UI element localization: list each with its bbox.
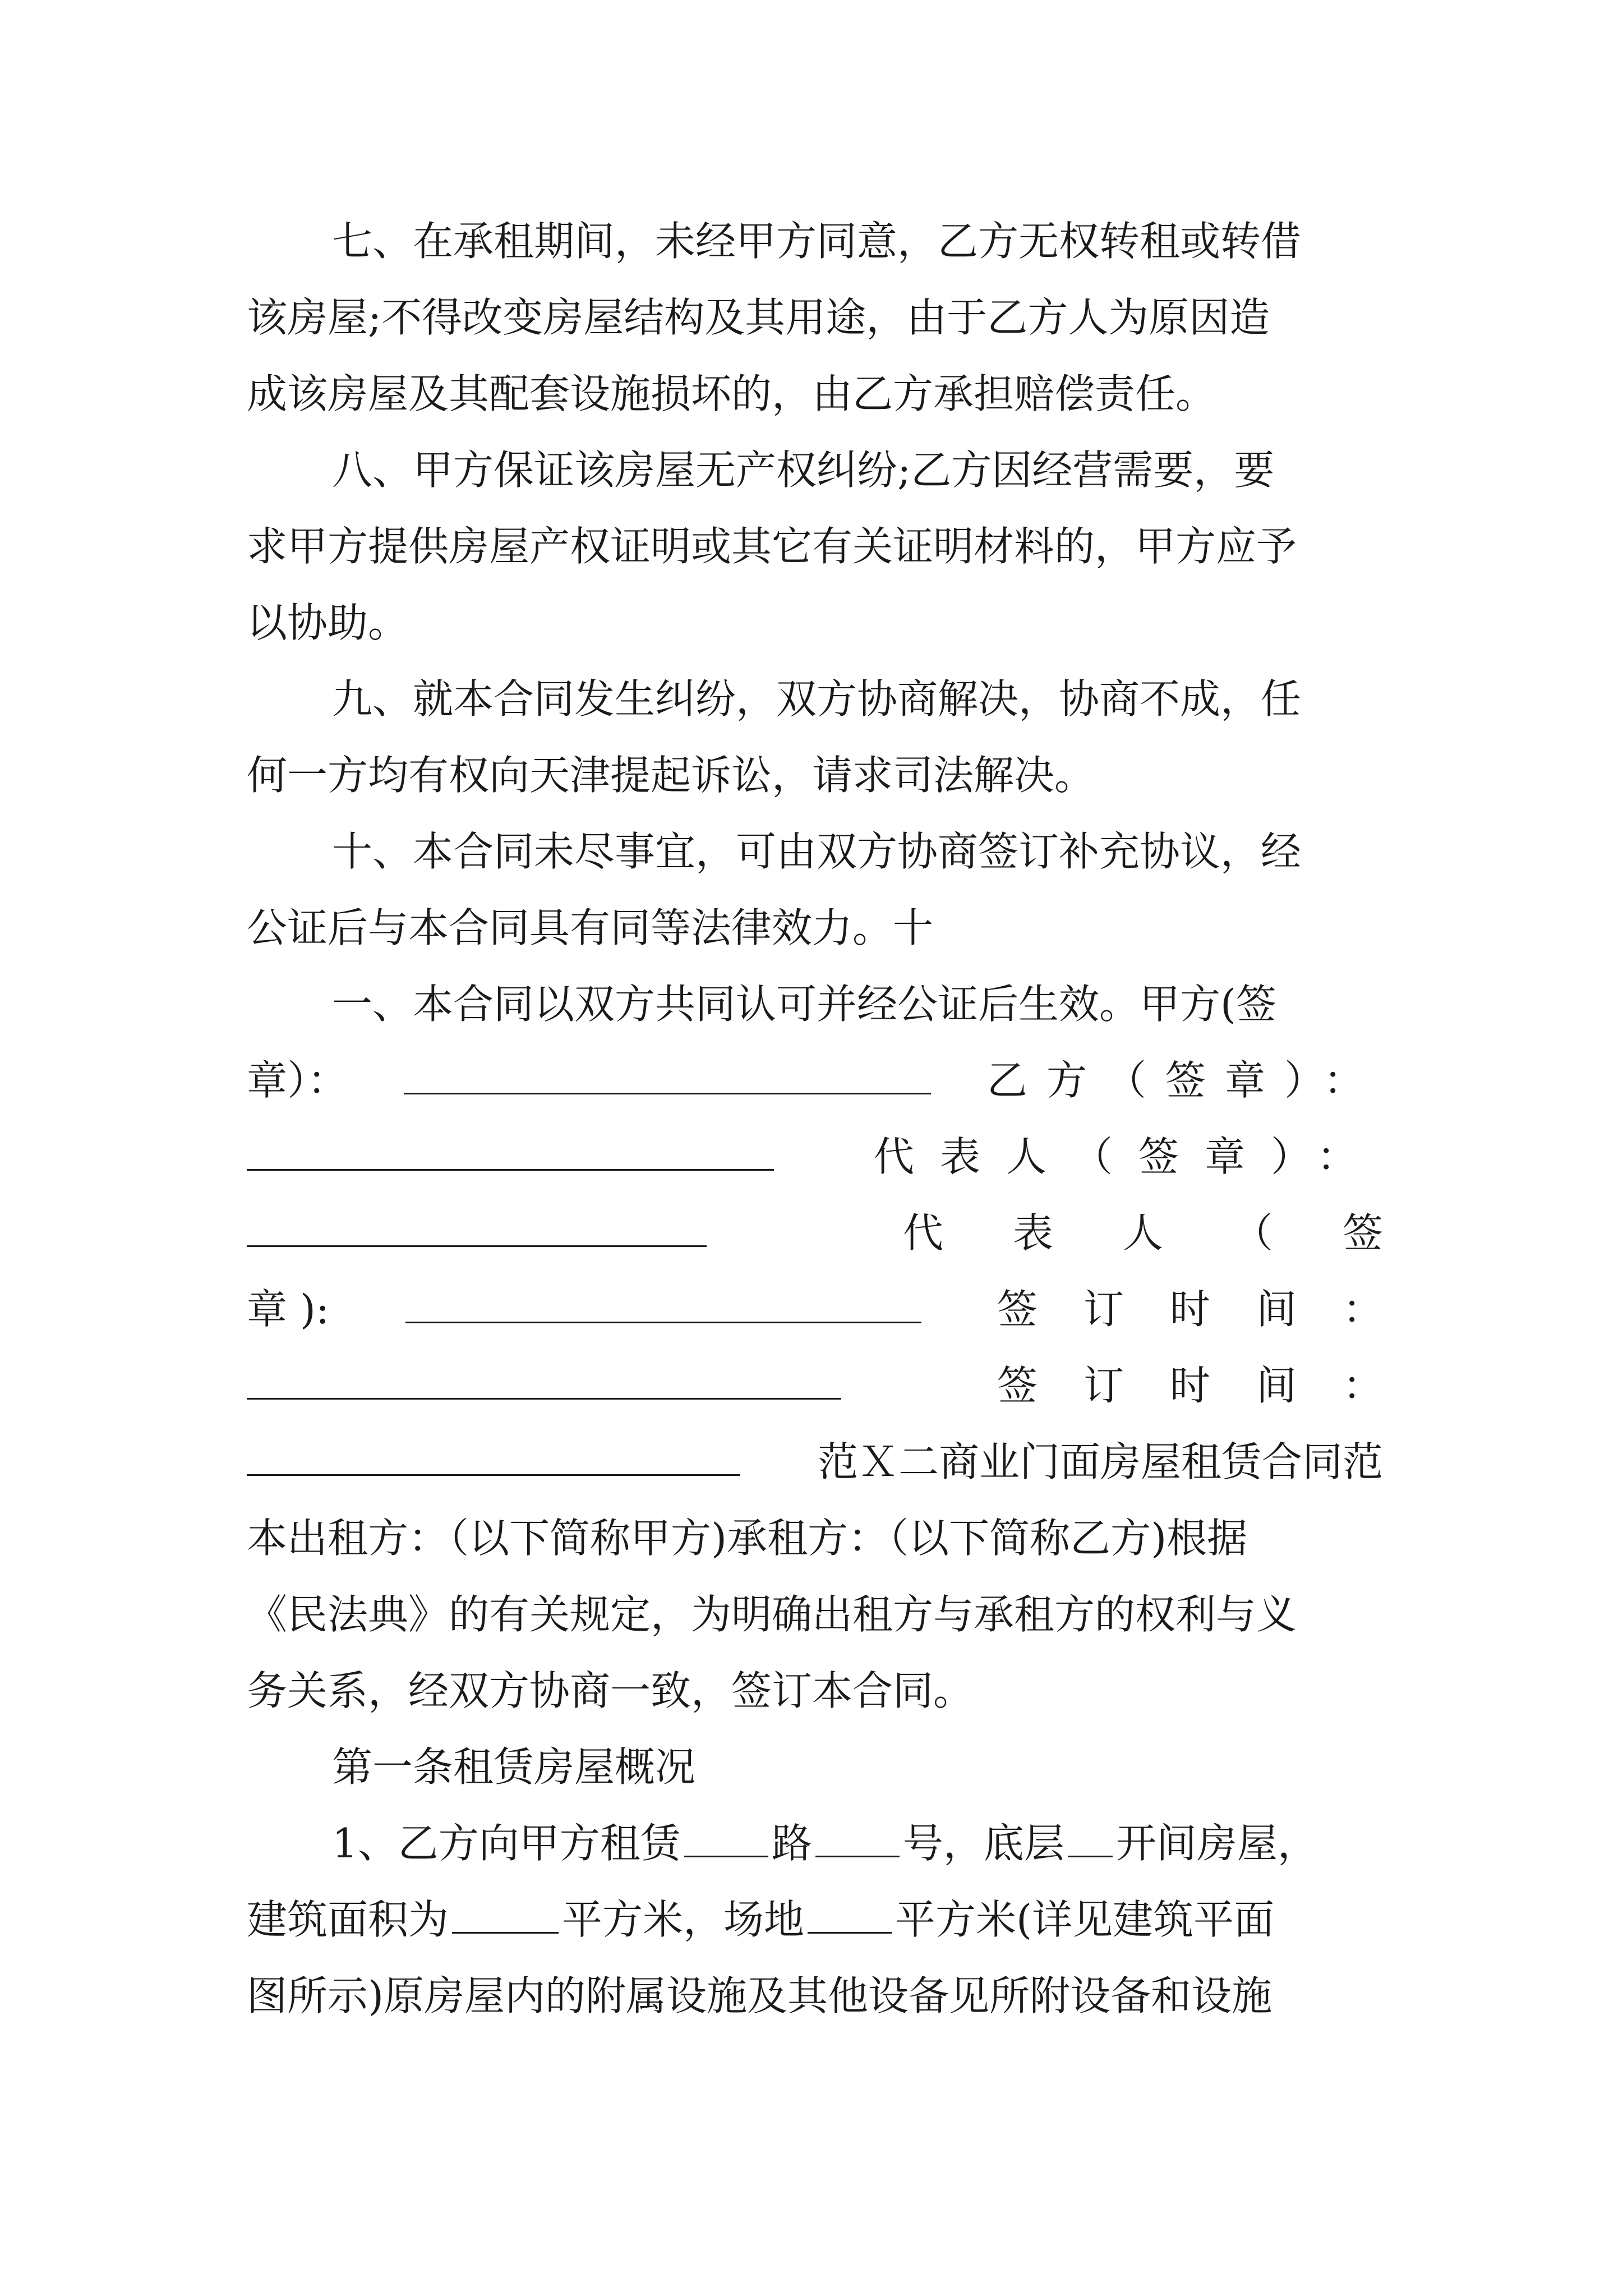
article-1-item-1-line-3: 图所示)原房屋内的附属设施及其他设备见所附设备和设施 — [247, 1972, 1272, 2019]
floor-area-blank — [452, 1887, 559, 1934]
number-blank — [815, 1811, 900, 1857]
article-1-item-1-line-2 — [247, 1881, 1383, 1958]
party-a-representative-blank — [247, 1200, 707, 1247]
item1-text-g: 平方米(详见建筑平面 — [895, 1896, 1275, 1943]
party-a-sign-date-label: 签订时间： — [997, 1286, 1429, 1333]
clause-9-line-1: 九、就本合同发生纠纷，双方协商解决，协商不成，任 — [332, 675, 1302, 723]
document-body — [247, 203, 1453, 2034]
party-b-seal-label: 乙方（签章）： — [986, 1057, 1383, 1104]
clause-9-line-2: 何一方均有权向天津提起诉讼，请求司法解决。 — [247, 752, 1095, 799]
party-a-sign-date-blank — [247, 1353, 841, 1400]
signature-line-2 — [247, 1119, 1383, 1195]
party-a-representative-label: 代表人（签章）： — [873, 1133, 1383, 1180]
item1-text-e: 建筑面积为 — [247, 1896, 449, 1943]
bay-count-blank — [1068, 1811, 1113, 1857]
item1-text-f: 平方米，场地 — [562, 1896, 805, 1943]
contract2-intro-line-2: 本出租方：（以下简称甲方)承租方：（以下简称乙方)根据 — [247, 1515, 1248, 1562]
site-area-blank — [808, 1887, 892, 1934]
contract2-heading-text: 范Ｘ二商业门面房屋租赁合同范 — [817, 1438, 1383, 1485]
item1-text-b: 路 — [771, 1820, 812, 1867]
article-1-title: 第一条租赁房屋概况 — [332, 1743, 696, 1791]
clause-10-line-1: 十、本合同未尽事宜，可由双方协商签订补充协议，经 — [332, 828, 1302, 875]
item1-text-c: 号，底层 — [902, 1820, 1064, 1867]
signature-line-4 — [247, 1271, 1429, 1347]
clause-10-line-2: 公证后与本合同具有同等法律效力。十 — [247, 904, 934, 951]
party-b-sign-date-label: 签订时间： — [997, 1362, 1429, 1409]
clause-8-line-2: 求甲方提供房屋产权证明或其它有关证明材料的，甲方应予 — [247, 523, 1297, 570]
party-a-signature-blank — [404, 1048, 931, 1094]
party-a-seal-label: 章）： — [247, 1057, 348, 1104]
signature-line-1 — [247, 1042, 1383, 1119]
item1-text-d: 开间房屋， — [1115, 1820, 1318, 1867]
contract2-intro-line-3: 《民法典》的有关规定，为明确出租方与承租方的权利与义 — [247, 1591, 1297, 1638]
party-b-sign-date-blank — [247, 1429, 740, 1476]
clause-11-line-1: 一、本合同以双方共同认可并经公证后生效。甲方(签 — [332, 981, 1277, 1028]
clause-8-line-1: 八、甲方保证该房屋无产权纠纷;乙方因经营需要，要 — [332, 447, 1275, 494]
clause-7-line-2: 该房屋;不得改变房屋结构及其用途，由于乙方人为原因造 — [247, 294, 1270, 341]
article-1-item-1-line-1 — [247, 1805, 1383, 1881]
clause-8-line-3: 以协助。 — [247, 599, 409, 646]
party-b-representative-label: 代表人（签 — [902, 1209, 1453, 1257]
signature-line-5 — [247, 1347, 1429, 1424]
contract2-heading-line — [247, 1424, 1383, 1500]
contract2-intro-line-4: 务关系，经双方协商一致，签订本合同。 — [247, 1667, 974, 1714]
signature-line-3 — [247, 1195, 1453, 1271]
road-blank — [684, 1811, 768, 1857]
clause-7-line-3: 成该房屋及其配套设施损坏的，由乙方承担赔偿责任。 — [247, 370, 1216, 417]
party-b-representative-seal-label: 章 ): — [247, 1286, 330, 1333]
party-b-signature-blank — [247, 1124, 774, 1171]
clause-7-line-1: 七、在承租期间，未经甲方同意，乙方无权转租或转借 — [332, 218, 1302, 265]
party-b-representative-blank — [405, 1277, 921, 1323]
item1-text-a: 1、乙方向甲方租赁 — [332, 1820, 681, 1867]
